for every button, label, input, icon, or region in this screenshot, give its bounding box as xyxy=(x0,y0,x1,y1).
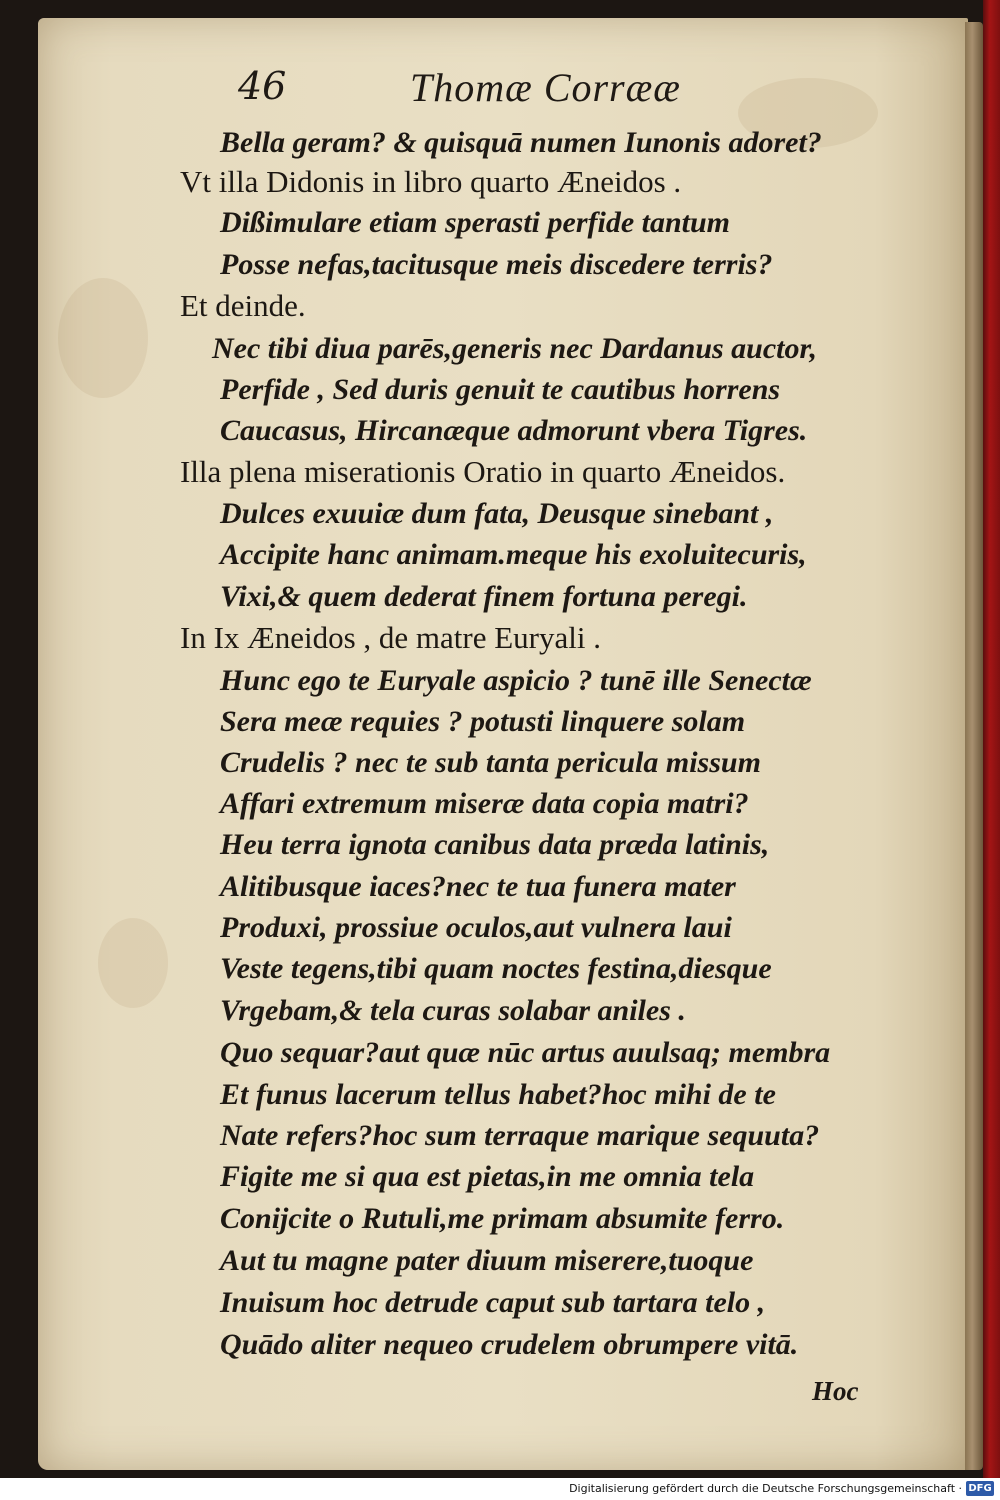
text-line: Bella geram? & quisquā numen Iunonis adoret? xyxy=(220,126,822,159)
text-line: In Ix Æneidos , de matre Euryali . xyxy=(180,620,601,655)
text-line: Quo sequar?aut quæ nūc artus auulsaq; membra xyxy=(220,1036,831,1069)
text-line: Produxi, prossiue oculos,aut vulnera laui xyxy=(220,911,732,944)
text-line: Posse nefas,tacitusque meis discedere terris? xyxy=(220,248,773,281)
text-line: Perfide , Sed duris genuit te cautibus horrens xyxy=(220,373,781,406)
running-title: Thomæ Corrææ xyxy=(410,65,681,110)
text-line: Dulces exuuiæ dum fata, Deusque sinebant , xyxy=(220,497,774,530)
text-line: Heu terra ignota canibus data præda latinis, xyxy=(220,828,770,861)
text-line: Accipite hanc animam.meque his exoluitecuris, xyxy=(220,538,807,571)
text-line: Vt illa Didonis in libro quarto Æneidos . xyxy=(180,164,682,199)
footer-credit: Digitalisierung gefördert durch die Deutsche Forschungsgemeinschaft · xyxy=(569,1482,962,1495)
text-line: Hunc ego te Euryale aspicio ? tunē ille Senectæ xyxy=(220,664,812,697)
text-line: Nate refers?hoc sum terraque marique sequuta? xyxy=(220,1119,820,1152)
text-line: Veste tegens,tibi quam noctes festina,diesque xyxy=(220,952,772,985)
catchword: Hoc xyxy=(812,1376,859,1406)
text-line: Dißimulare etiam sperasti perfide tantum xyxy=(220,206,731,239)
text-line: Illa plena miserationis Oratio in quarto Æneidos. xyxy=(180,454,786,489)
text-line: Quādo aliter nequeo crudelem obrumpere vitā. xyxy=(220,1328,799,1361)
text-line: Caucasus, Hircanæque admorunt vbera Tigres. xyxy=(220,414,808,447)
text-line: Vixi,& quem dederat finem fortuna peregi. xyxy=(220,580,748,613)
text-line: Affari extremum miseræ data copia matri? xyxy=(220,787,749,820)
text-line: Nec tibi diua parēs,generis nec Dardanus auctor, xyxy=(212,332,818,365)
text-line: Aut tu magne pater diuum miserere,tuoque xyxy=(220,1244,754,1277)
text-line: Inuisum hoc detrude caput sub tartara telo , xyxy=(220,1286,766,1319)
digitization-footer xyxy=(0,1478,1000,1500)
text-line: Et funus lacerum tellus habet?hoc mihi de te xyxy=(220,1078,776,1111)
text-line: Vrgebam,& tela curas solabar aniles . xyxy=(220,994,686,1027)
text-line: Alitibusque iaces?nec te tua funera mater xyxy=(220,870,736,903)
text-line: Et deinde. xyxy=(180,288,306,323)
text-line: Conijcite o Rutuli,me primam absumite ferro. xyxy=(220,1202,785,1235)
text-line: Sera meæ requies ? potusti linquere solam xyxy=(220,705,746,738)
text-line: Figite me si qua est pietas,in me omnia tela xyxy=(220,1160,755,1193)
page-number: 46 xyxy=(238,64,287,108)
dfg-logo-icon: DFG xyxy=(966,1481,994,1496)
text-line: Crudelis ? nec te sub tanta pericula missum xyxy=(220,746,761,779)
